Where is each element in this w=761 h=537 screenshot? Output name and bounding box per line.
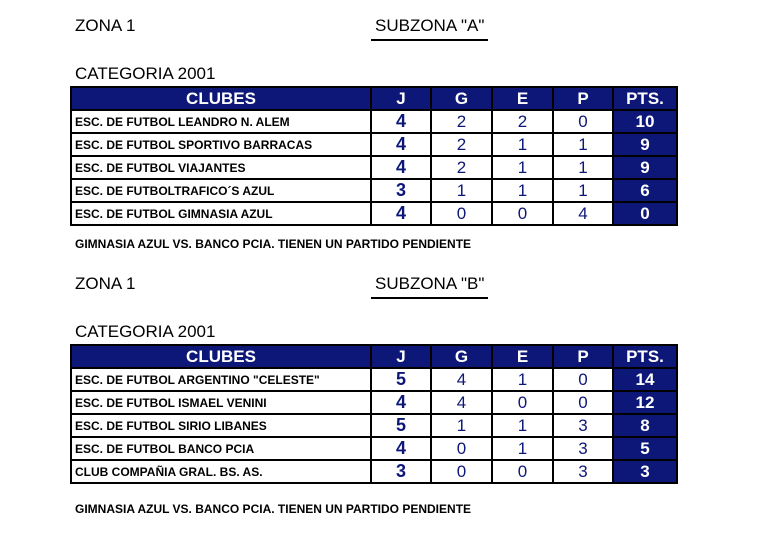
header-pts: PTS. bbox=[613, 87, 677, 110]
won-cell: 4 bbox=[431, 368, 492, 391]
won-cell: 4 bbox=[431, 391, 492, 414]
played-cell: 4 bbox=[371, 202, 431, 225]
table-row bbox=[71, 414, 677, 437]
drawn-cell: 1 bbox=[492, 156, 553, 179]
standings-table-b bbox=[70, 344, 678, 484]
club-name: ESC. DE FUTBOL LEANDRO N. ALEM bbox=[71, 110, 371, 133]
pending-match-note: GIMNASIA AZUL VS. BANCO PCIA. TIENEN UN PARTIDO PENDIENTE bbox=[75, 502, 472, 516]
lost-cell: 3 bbox=[553, 414, 613, 437]
header-j: J bbox=[371, 87, 431, 110]
subzona-label: SUBZONA "A" bbox=[375, 16, 485, 35]
header-e: E bbox=[492, 345, 553, 368]
drawn-cell: 0 bbox=[492, 202, 553, 225]
club-name: ESC. DE FUTBOL ARGENTINO "CELESTE" bbox=[71, 368, 371, 391]
lost-cell: 0 bbox=[553, 391, 613, 414]
played-cell: 4 bbox=[371, 156, 431, 179]
club-name: CLUB COMPAÑIA GRAL. BS. AS. bbox=[71, 460, 371, 483]
header-p: P bbox=[553, 345, 613, 368]
zona-title: ZONA 1 bbox=[75, 16, 136, 35]
won-cell: 2 bbox=[431, 110, 492, 133]
table-row bbox=[71, 437, 677, 460]
lost-cell: 3 bbox=[553, 437, 613, 460]
table-row bbox=[71, 156, 677, 179]
lost-cell: 3 bbox=[553, 460, 613, 483]
drawn-cell: 1 bbox=[492, 133, 553, 156]
lost-cell: 0 bbox=[553, 110, 613, 133]
lost-cell: 4 bbox=[553, 202, 613, 225]
lost-cell: 1 bbox=[553, 156, 613, 179]
header-clubes: CLUBES bbox=[71, 87, 371, 110]
points-cell: 3 bbox=[613, 460, 677, 483]
points-cell: 9 bbox=[613, 156, 677, 179]
played-cell: 4 bbox=[371, 110, 431, 133]
table-row bbox=[71, 110, 677, 133]
table-row bbox=[71, 391, 677, 414]
won-cell: 0 bbox=[431, 437, 492, 460]
club-name: ESC. DE FUTBOL SPORTIVO BARRACAS bbox=[71, 133, 371, 156]
played-cell: 3 bbox=[371, 179, 431, 202]
header-clubes: CLUBES bbox=[71, 345, 371, 368]
played-cell: 4 bbox=[371, 391, 431, 414]
lost-cell: 1 bbox=[553, 179, 613, 202]
zona-title: ZONA 1 bbox=[75, 274, 136, 293]
played-cell: 4 bbox=[371, 133, 431, 156]
points-cell: 14 bbox=[613, 368, 677, 391]
header-p: P bbox=[553, 87, 613, 110]
points-cell: 0 bbox=[613, 202, 677, 225]
drawn-cell: 1 bbox=[492, 179, 553, 202]
header-row bbox=[71, 345, 677, 368]
subzona-label: SUBZONA "B" bbox=[375, 274, 485, 293]
lost-cell: 0 bbox=[553, 368, 613, 391]
drawn-cell: 1 bbox=[492, 368, 553, 391]
won-cell: 0 bbox=[431, 202, 492, 225]
table-row bbox=[71, 179, 677, 202]
club-name: ESC. DE FUTBOL SIRIO LIBANES bbox=[71, 414, 371, 437]
won-cell: 1 bbox=[431, 179, 492, 202]
subzona-underline bbox=[371, 297, 488, 299]
categoria-title: CATEGORIA 2001 bbox=[75, 322, 216, 341]
won-cell: 0 bbox=[431, 460, 492, 483]
club-name: ESC. DE FUTBOLTRAFICO´S AZUL bbox=[71, 179, 371, 202]
played-cell: 3 bbox=[371, 460, 431, 483]
points-cell: 5 bbox=[613, 437, 677, 460]
header-row bbox=[71, 87, 677, 110]
won-cell: 2 bbox=[431, 156, 492, 179]
points-cell: 6 bbox=[613, 179, 677, 202]
played-cell: 4 bbox=[371, 437, 431, 460]
header-j: J bbox=[371, 345, 431, 368]
club-name: ESC. DE FUTBOL GIMNASIA AZUL bbox=[71, 202, 371, 225]
table-row bbox=[71, 202, 677, 225]
table-row bbox=[71, 460, 677, 483]
table-row bbox=[71, 133, 677, 156]
standings-table-a bbox=[70, 86, 678, 226]
drawn-cell: 0 bbox=[492, 460, 553, 483]
header-e: E bbox=[492, 87, 553, 110]
subzona-title bbox=[375, 16, 484, 36]
header-pts: PTS. bbox=[613, 345, 677, 368]
club-name: ESC. DE FUTBOL VIAJANTES bbox=[71, 156, 371, 179]
subzona-title bbox=[375, 274, 484, 294]
played-cell: 5 bbox=[371, 368, 431, 391]
won-cell: 1 bbox=[431, 414, 492, 437]
drawn-cell: 0 bbox=[492, 391, 553, 414]
points-cell: 10 bbox=[613, 110, 677, 133]
drawn-cell: 2 bbox=[492, 110, 553, 133]
points-cell: 8 bbox=[613, 414, 677, 437]
header-g: G bbox=[431, 345, 492, 368]
points-cell: 9 bbox=[613, 133, 677, 156]
header-g: G bbox=[431, 87, 492, 110]
club-name: ESC. DE FUTBOL BANCO PCIA bbox=[71, 437, 371, 460]
categoria-title: CATEGORIA 2001 bbox=[75, 64, 216, 83]
lost-cell: 1 bbox=[553, 133, 613, 156]
subzona-underline bbox=[371, 39, 488, 41]
table-row bbox=[71, 368, 677, 391]
points-cell: 12 bbox=[613, 391, 677, 414]
played-cell: 5 bbox=[371, 414, 431, 437]
drawn-cell: 1 bbox=[492, 414, 553, 437]
drawn-cell: 1 bbox=[492, 437, 553, 460]
won-cell: 2 bbox=[431, 133, 492, 156]
club-name: ESC. DE FUTBOL ISMAEL VENINI bbox=[71, 391, 371, 414]
pending-match-note: GIMNASIA AZUL VS. BANCO PCIA. TIENEN UN PARTIDO PENDIENTE bbox=[75, 237, 472, 251]
